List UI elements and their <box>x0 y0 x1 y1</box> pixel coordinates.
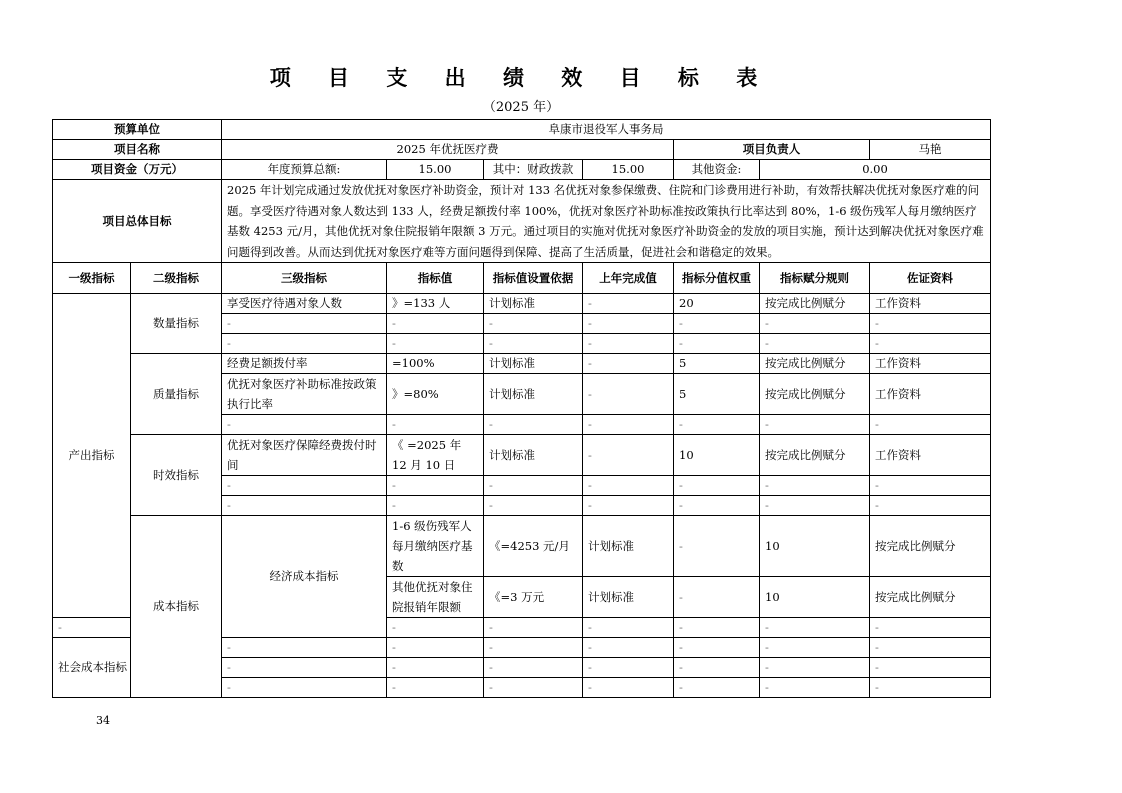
table-row <box>53 354 991 374</box>
col-header-weight: 指标分值权重 <box>674 263 760 294</box>
empty-cell: - <box>870 314 991 334</box>
col-header-last-year: 上年完成值 <box>583 263 674 294</box>
group-timeliness: 时效指标 <box>131 435 222 516</box>
annual-budget-value: 15.00 <box>387 160 484 180</box>
indicator-last-year: - <box>583 354 674 374</box>
indicator-weight: 10 <box>760 516 870 577</box>
empty-cell: - <box>674 678 760 698</box>
table-row <box>53 516 991 577</box>
empty-cell: - <box>674 496 760 516</box>
other-funds-label: 其他资金: <box>674 160 760 180</box>
empty-cell: - <box>222 638 387 658</box>
page-title: 项 目 支 出 绩 效 目 标 表 <box>269 65 773 90</box>
indicator-rule: 按完成比例赋分 <box>870 577 991 618</box>
empty-cell: - <box>760 618 870 638</box>
empty-cell: - <box>583 618 674 638</box>
project-owner-label: 项目负责人 <box>674 140 870 160</box>
empty-cell: - <box>870 496 991 516</box>
empty-cell: - <box>583 334 674 354</box>
table-row <box>53 294 991 314</box>
empty-cell: - <box>583 476 674 496</box>
empty-cell: - <box>870 476 991 496</box>
empty-cell: - <box>760 658 870 678</box>
indicator-name: 优抚对象医疗保障经费拨付时间 <box>222 435 387 476</box>
empty-cell: - <box>387 476 484 496</box>
project-name-value: 2025 年优抚医疗费 <box>222 140 674 160</box>
indicator-value: 《 =2025 年 12 月 10 日 <box>387 435 484 476</box>
empty-cell: - <box>53 618 131 638</box>
empty-cell: - <box>484 638 583 658</box>
empty-cell: - <box>583 496 674 516</box>
project-name-row <box>53 140 991 160</box>
empty-cell: - <box>760 415 870 435</box>
empty-cell: - <box>222 658 387 678</box>
empty-cell: - <box>222 334 387 354</box>
indicator-evidence: 工作资料 <box>870 374 991 415</box>
group-economic: 经济成本指标 <box>222 516 387 638</box>
empty-cell: - <box>760 638 870 658</box>
indicator-last-year: - <box>583 294 674 314</box>
empty-cell: - <box>387 638 484 658</box>
funds-label: 项目资金（万元） <box>53 160 222 180</box>
col-header-rule: 指标赋分规则 <box>760 263 870 294</box>
indicator-last-year: - <box>674 516 760 577</box>
indicator-value: 《=3 万元 <box>484 577 583 618</box>
table-row <box>53 435 991 476</box>
indicator-rule: 按完成比例赋分 <box>760 435 870 476</box>
empty-cell: - <box>674 415 760 435</box>
empty-cell: - <box>760 334 870 354</box>
project-name-label: 项目名称 <box>53 140 222 160</box>
empty-cell: - <box>760 496 870 516</box>
empty-cell: - <box>674 658 760 678</box>
empty-cell: - <box>870 415 991 435</box>
empty-cell: - <box>484 476 583 496</box>
empty-cell: - <box>870 638 991 658</box>
col-header-level2: 二级指标 <box>131 263 222 294</box>
empty-cell: - <box>387 415 484 435</box>
empty-cell: - <box>484 496 583 516</box>
page-number: 34 <box>96 714 110 727</box>
empty-cell: - <box>484 334 583 354</box>
empty-cell: - <box>870 658 991 678</box>
indicator-rule: 按完成比例赋分 <box>760 294 870 314</box>
indicator-evidence: 工作资料 <box>870 294 991 314</box>
other-funds-value: 0.00 <box>760 160 991 180</box>
indicator-name: 经费足额拨付率 <box>222 354 387 374</box>
indicator-last-year: - <box>674 577 760 618</box>
indicator-value: 《=4253 元/月 <box>484 516 583 577</box>
goal-label: 项目总体目标 <box>53 180 222 263</box>
indicator-name: 1-6 级伤残军人每月缴纳医疗基数 <box>387 516 484 577</box>
indicator-weight: 10 <box>760 577 870 618</box>
empty-cell: - <box>760 314 870 334</box>
empty-cell: - <box>583 678 674 698</box>
indicator-value: =100% <box>387 354 484 374</box>
empty-cell: - <box>583 314 674 334</box>
indicator-basis: 计划标准 <box>484 435 583 476</box>
goal-text: 2025 年计划完成通过发放优抚对象医疗补助资金，预计对 133 名优抚对象参保缴费、住院和门诊费用进行补助，有效帮扶解决优抚对象医疗难的问题。享受医疗待遇对象人数达到 133 人，经费足额拨付率 100%，优抚对象医疗补助标准按政策执行比率达到 80%，1-6 级伤残军人每月缴纳医疗基数 4253 元/月，其他优抚对象住院报销年限额 3 万元。通过项目的实施对优抚对象医疗补助资金的发放的项目实施，预计达到解决优抚对象医疗难问题得到改善。从而达到优抚对象医疗难等方面问题得到保障、提高了生活质量，促进社会和谐稳定的效果。 <box>222 180 991 263</box>
empty-cell: - <box>222 496 387 516</box>
empty-cell: - <box>583 638 674 658</box>
budget-unit-label: 预算单位 <box>53 120 222 140</box>
empty-cell: - <box>583 658 674 678</box>
indicator-evidence: 工作资料 <box>870 354 991 374</box>
empty-cell: - <box>760 476 870 496</box>
year-label: （2025 年） <box>482 100 560 115</box>
empty-cell: - <box>674 618 760 638</box>
goal-row <box>53 180 991 263</box>
empty-cell: - <box>387 678 484 698</box>
empty-cell: - <box>583 415 674 435</box>
empty-cell: - <box>387 658 484 678</box>
empty-cell: - <box>484 415 583 435</box>
indicator-last-year: - <box>583 374 674 415</box>
group-social: 社会成本指标 <box>53 638 131 698</box>
indicator-rule: 按完成比例赋分 <box>760 354 870 374</box>
empty-cell: - <box>674 476 760 496</box>
empty-cell: - <box>387 334 484 354</box>
col-header-evidence: 佐证资料 <box>870 263 991 294</box>
indicator-rule: 按完成比例赋分 <box>870 516 991 577</box>
funds-row <box>53 160 991 180</box>
indicator-basis: 计划标准 <box>583 577 674 618</box>
indicator-value: 》=80% <box>387 374 484 415</box>
performance-table <box>52 119 991 698</box>
empty-cell: - <box>870 334 991 354</box>
indicator-weight: 5 <box>674 374 760 415</box>
indicator-weight: 5 <box>674 354 760 374</box>
empty-cell: - <box>222 415 387 435</box>
project-owner-value: 马艳 <box>870 140 991 160</box>
fiscal-value: 15.00 <box>583 160 674 180</box>
budget-unit-value: 阜康市退役军人事务局 <box>222 120 991 140</box>
empty-cell: - <box>222 476 387 496</box>
indicator-last-year: - <box>583 435 674 476</box>
annual-budget-label: 年度预算总额: <box>222 160 387 180</box>
empty-cell: - <box>387 618 484 638</box>
empty-cell: - <box>484 314 583 334</box>
group-output: 产出指标 <box>53 294 131 618</box>
group-cost: 成本指标 <box>131 516 222 698</box>
empty-cell: - <box>674 334 760 354</box>
indicator-basis: 计划标准 <box>484 354 583 374</box>
empty-cell: - <box>484 618 583 638</box>
empty-cell: - <box>484 658 583 678</box>
empty-cell: - <box>222 314 387 334</box>
budget-unit-row <box>53 120 991 140</box>
empty-cell: - <box>222 678 387 698</box>
col-header-basis: 指标值设置依据 <box>484 263 583 294</box>
indicator-basis: 计划标准 <box>484 294 583 314</box>
empty-cell: - <box>674 638 760 658</box>
empty-cell: - <box>387 314 484 334</box>
indicator-basis: 计划标准 <box>583 516 674 577</box>
indicator-name: 其他优抚对象住院报销年限额 <box>387 577 484 618</box>
indicator-weight: 20 <box>674 294 760 314</box>
column-header-row <box>53 263 991 294</box>
col-header-level3: 三级指标 <box>222 263 387 294</box>
empty-cell: - <box>870 678 991 698</box>
indicator-value: 》=133 人 <box>387 294 484 314</box>
indicator-name: 优抚对象医疗补助标准按政策执行比率 <box>222 374 387 415</box>
col-header-value: 指标值 <box>387 263 484 294</box>
group-quantity: 数量指标 <box>131 294 222 354</box>
indicator-rule: 按完成比例赋分 <box>760 374 870 415</box>
col-header-level1: 一级指标 <box>53 263 131 294</box>
indicator-evidence: 工作资料 <box>870 435 991 476</box>
empty-cell: - <box>387 496 484 516</box>
fiscal-label: 其中：财政拨款 <box>484 160 583 180</box>
indicator-name: 享受医疗待遇对象人数 <box>222 294 387 314</box>
empty-cell: - <box>870 618 991 638</box>
indicator-basis: 计划标准 <box>484 374 583 415</box>
indicator-weight: 10 <box>674 435 760 476</box>
empty-cell: - <box>484 678 583 698</box>
group-quality: 质量指标 <box>131 354 222 435</box>
empty-cell: - <box>760 678 870 698</box>
empty-cell: - <box>674 314 760 334</box>
